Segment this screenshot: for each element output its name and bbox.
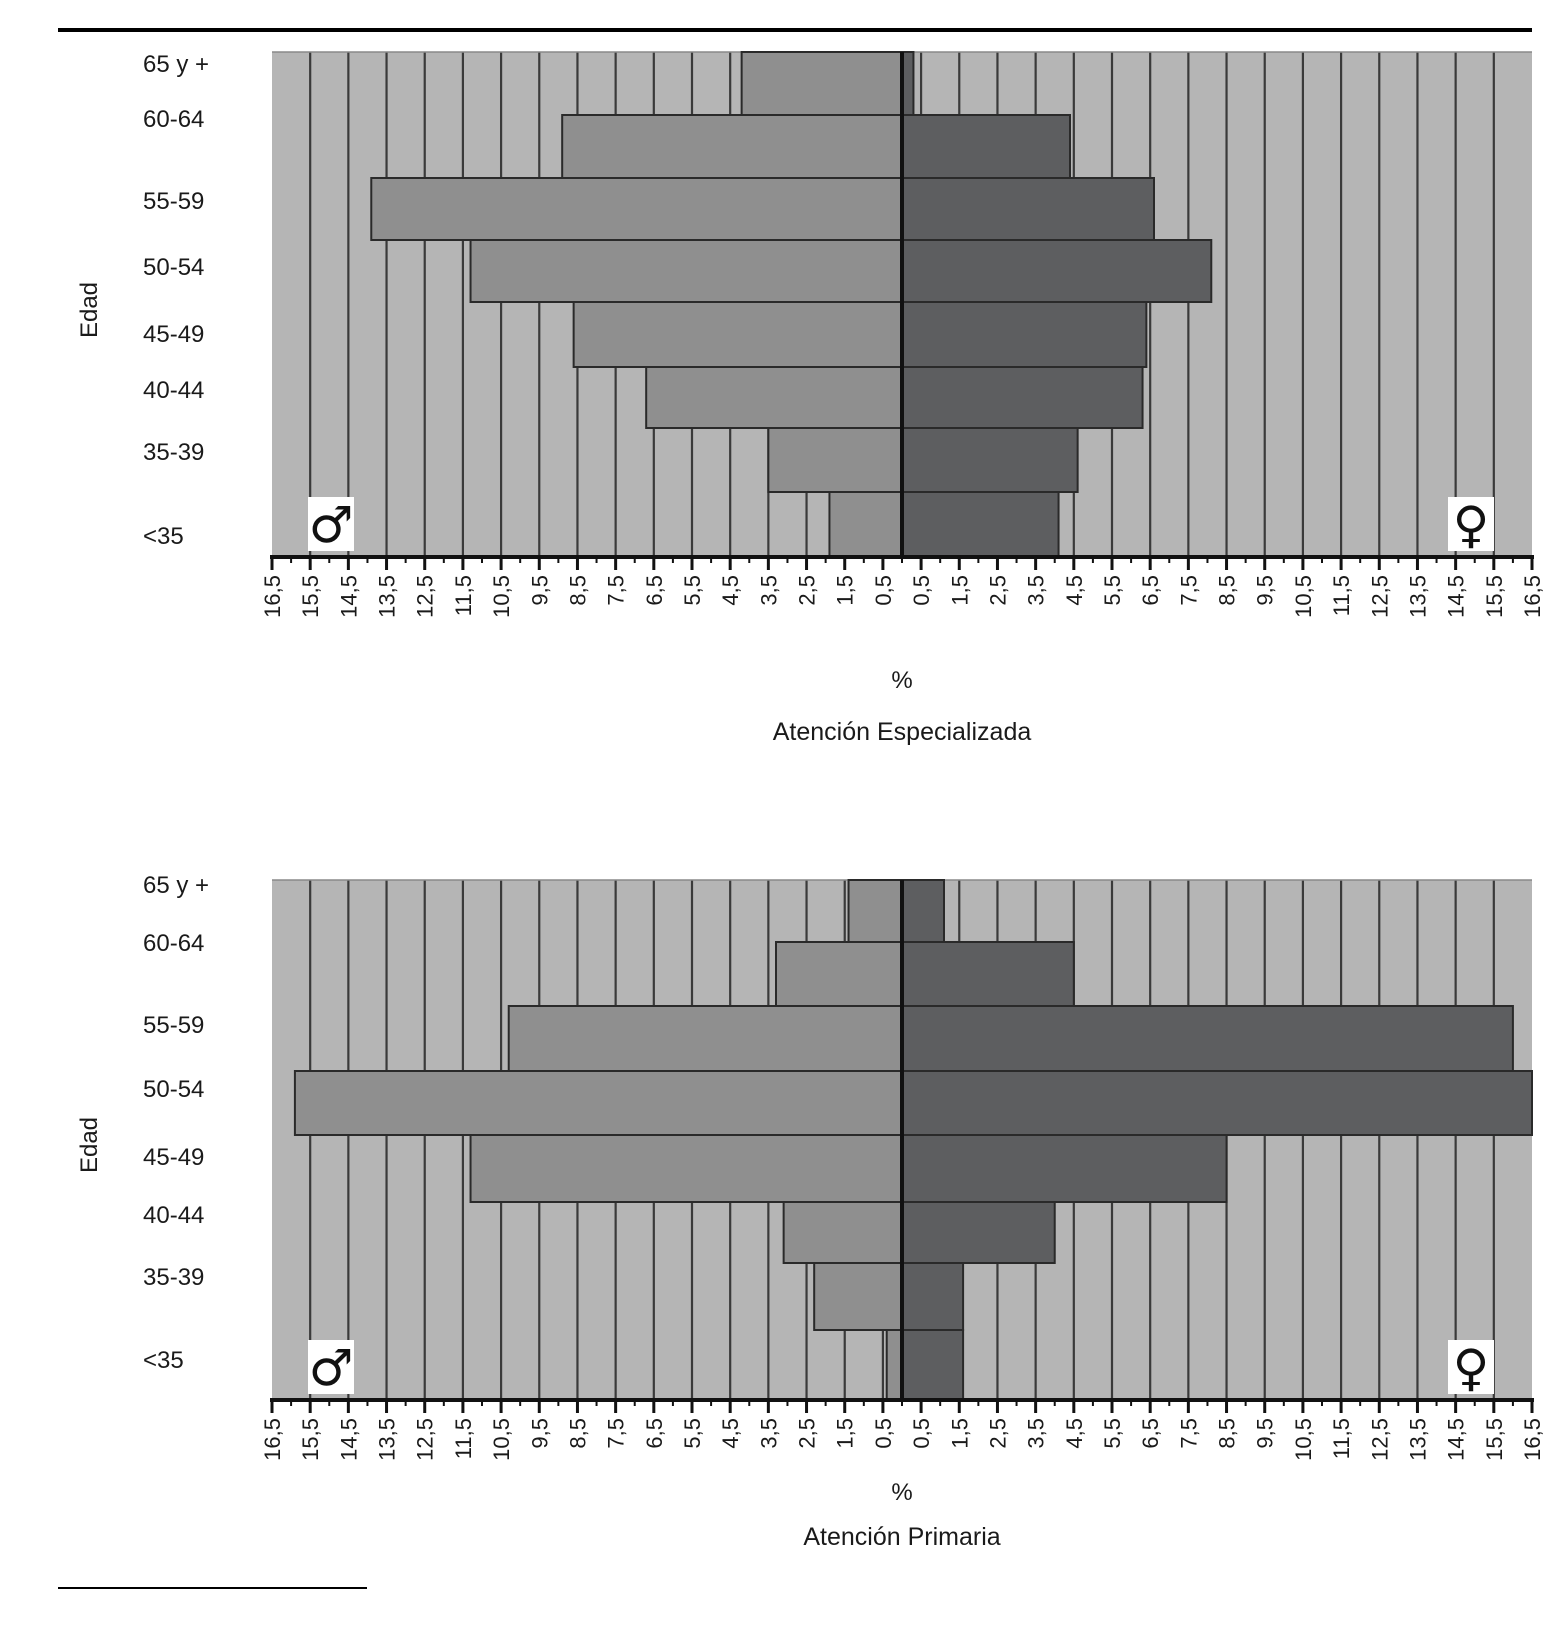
x-tick-label: 7,5	[1176, 1418, 1202, 1449]
female-symbol: ♀	[1452, 1339, 1490, 1397]
x-axis-unit: %	[891, 1479, 913, 1506]
age-label: 40-44	[143, 1202, 205, 1229]
x-tick-label: 10,5	[489, 1418, 515, 1461]
x-tick-label: 14,5	[1443, 1418, 1469, 1461]
x-tick-label: 10,5	[489, 575, 515, 618]
x-tick-label: 11,5	[1329, 1418, 1355, 1460]
x-tick-label: 4,5	[718, 575, 744, 606]
x-tick-label: 2,5	[985, 1418, 1011, 1449]
x-tick-label: 11,5	[450, 1418, 476, 1460]
x-tick-label: 1,5	[947, 1418, 973, 1449]
bar-female	[902, 1071, 1532, 1135]
x-tick-label: 6,5	[1138, 1418, 1164, 1449]
bar-female	[902, 1006, 1513, 1071]
x-tick-label: 16,5	[260, 575, 285, 618]
x-tick-label: 1,5	[832, 575, 858, 606]
bar-female	[902, 428, 1078, 492]
x-tick-label: 13,5	[374, 575, 400, 618]
bar-male	[814, 1263, 902, 1330]
x-tick-label: 16,5	[260, 1418, 285, 1461]
x-tick-label: 4,5	[718, 1418, 744, 1449]
bar-female	[902, 492, 1059, 557]
x-tick-label: 6,5	[1138, 575, 1164, 606]
x-tick-label: 15,5	[1481, 575, 1507, 618]
age-label: 50-54	[143, 254, 205, 281]
x-tick-label: 4,5	[1061, 575, 1087, 606]
x-tick-label: 11,5	[450, 575, 476, 617]
y-axis-title: Edad	[76, 281, 103, 339]
x-tick-label: 16,5	[1520, 575, 1545, 618]
x-tick-label: 8,5	[1214, 575, 1240, 606]
x-tick-label: 8,5	[1214, 1418, 1240, 1449]
bar-female	[902, 178, 1154, 240]
x-tick-label: 13,5	[374, 1418, 400, 1461]
x-tick-label: 5,5	[680, 575, 705, 606]
x-tick-label: 3,5	[1023, 1418, 1049, 1449]
x-tick-label: 16,5	[1520, 1418, 1545, 1461]
x-tick-label: 13,5	[1405, 1418, 1431, 1461]
pyramid-chart-especializada	[76, 51, 1545, 746]
bar-female	[902, 302, 1146, 367]
bar-male	[776, 942, 902, 1006]
bar-male	[849, 880, 902, 942]
age-label: 65 y +	[143, 51, 210, 78]
x-tick-label: 9,5	[1252, 575, 1278, 606]
x-tick-label: 5,5	[1100, 1418, 1125, 1449]
x-tick-label: 1,5	[832, 1418, 858, 1449]
bar-male	[887, 1330, 902, 1400]
bar-male	[371, 178, 902, 240]
x-tick-label: 9,5	[1252, 1418, 1278, 1449]
male-symbol: ♂	[308, 1339, 354, 1397]
x-tick-label: 15,5	[1481, 1418, 1507, 1461]
x-tick-label: 2,5	[794, 575, 820, 606]
x-tick-label: 3,5	[756, 1418, 782, 1449]
bar-female	[902, 367, 1143, 428]
age-label: <35	[143, 523, 184, 550]
age-label: 55-59	[143, 1012, 205, 1039]
bar-female	[902, 1202, 1055, 1263]
age-label: 45-49	[143, 1144, 205, 1171]
x-tick-label: 6,5	[641, 1418, 667, 1449]
male-symbol: ♂	[308, 496, 354, 554]
x-tick-label: 9,5	[527, 1418, 553, 1449]
bar-male	[646, 367, 902, 428]
x-tick-label: 14,5	[336, 575, 362, 618]
age-label: 60-64	[143, 106, 205, 133]
bar-male	[471, 240, 902, 302]
bar-male	[784, 1202, 902, 1263]
x-tick-label: 5,5	[1100, 575, 1125, 606]
x-tick-label: 7,5	[603, 1418, 629, 1449]
x-tick-label: 6,5	[641, 575, 667, 606]
x-tick-label: 0,5	[870, 1418, 896, 1449]
bar-female	[902, 942, 1074, 1006]
x-tick-label: 12,5	[1367, 575, 1393, 618]
chart-title: Atención Especializada	[772, 718, 1032, 746]
x-tick-label: 13,5	[1405, 575, 1431, 618]
x-tick-label: 0,5	[909, 575, 935, 606]
age-label: 50-54	[143, 1076, 205, 1103]
age-label: 55-59	[143, 188, 205, 215]
age-label: <35	[143, 1347, 184, 1374]
bar-male	[562, 115, 902, 178]
x-tick-label: 12,5	[1367, 1418, 1393, 1461]
x-tick-label: 14,5	[336, 1418, 362, 1461]
x-tick-label: 12,5	[412, 575, 438, 618]
x-tick-label: 2,5	[794, 1418, 820, 1449]
bar-female	[902, 115, 1070, 178]
x-tick-label: 0,5	[909, 1418, 935, 1449]
pyramid-chart-primaria	[76, 872, 1545, 1551]
x-tick-label: 15,5	[298, 575, 324, 618]
bar-female	[902, 880, 944, 942]
bar-female	[902, 1263, 963, 1330]
chart-title: Atención Primaria	[803, 1523, 1001, 1551]
x-tick-label: 11,5	[1329, 575, 1355, 617]
bar-male	[471, 1135, 902, 1202]
x-tick-label: 10,5	[1290, 575, 1316, 618]
y-axis-title: Edad	[76, 1116, 103, 1174]
x-tick-label: 2,5	[985, 575, 1011, 606]
x-axis-unit: %	[891, 667, 913, 694]
x-tick-label: 4,5	[1061, 1418, 1087, 1449]
bar-male	[574, 302, 902, 367]
x-tick-label: 7,5	[603, 575, 629, 606]
x-tick-label: 8,5	[565, 1418, 591, 1449]
x-tick-label: 7,5	[1176, 575, 1202, 606]
bar-male	[768, 428, 902, 492]
bar-male	[295, 1071, 902, 1135]
bar-female	[902, 240, 1211, 302]
x-tick-label: 1,5	[947, 575, 973, 606]
bar-female	[902, 1135, 1227, 1202]
age-label: 45-49	[143, 321, 205, 348]
x-tick-label: 14,5	[1443, 575, 1469, 618]
age-label: 35-39	[143, 1264, 205, 1291]
x-tick-label: 3,5	[1023, 575, 1049, 606]
bar-male	[829, 492, 902, 557]
age-label: 60-64	[143, 930, 205, 957]
age-label: 65 y +	[143, 872, 210, 899]
x-tick-label: 8,5	[565, 575, 591, 606]
age-label: 35-39	[143, 439, 205, 466]
female-symbol: ♀	[1452, 496, 1490, 554]
bar-female	[902, 1330, 963, 1400]
bar-male	[509, 1006, 902, 1071]
age-label: 40-44	[143, 377, 205, 404]
x-tick-label: 9,5	[527, 575, 553, 606]
x-tick-label: 10,5	[1290, 1418, 1316, 1461]
x-tick-label: 5,5	[680, 1418, 705, 1449]
x-tick-label: 12,5	[412, 1418, 438, 1461]
bar-male	[742, 52, 902, 115]
x-tick-label: 15,5	[298, 1418, 324, 1461]
x-tick-label: 0,5	[870, 575, 896, 606]
x-tick-label: 3,5	[756, 575, 782, 606]
